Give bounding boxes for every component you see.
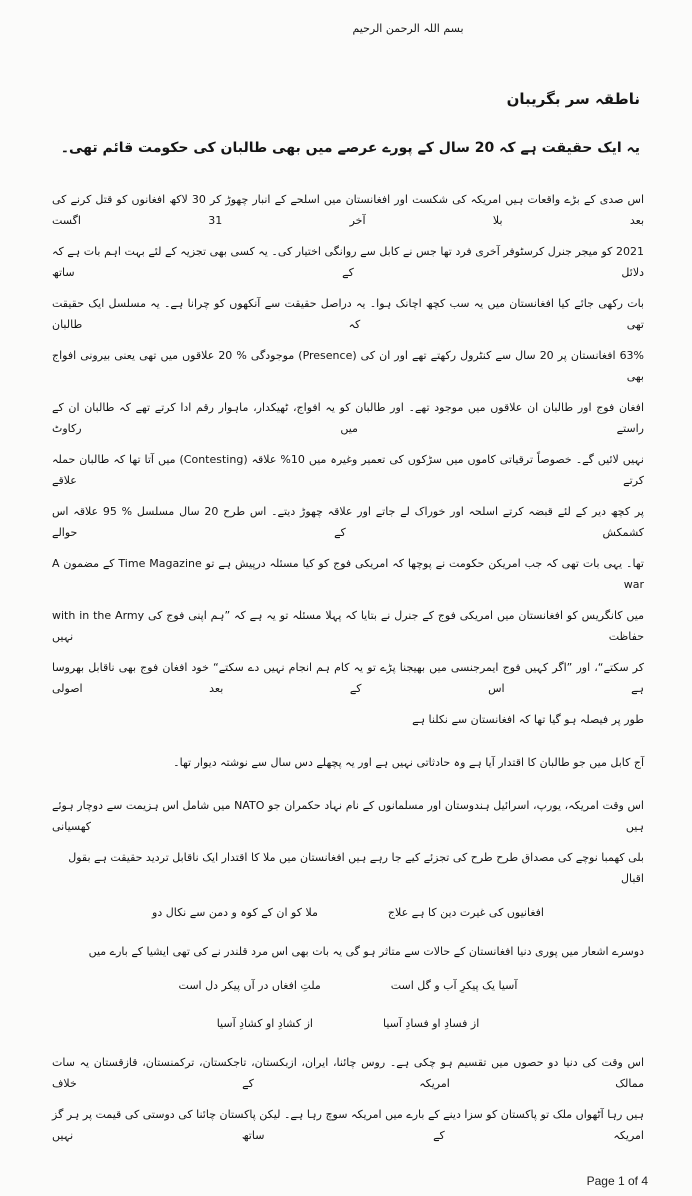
verse-hemistich-left: ملا کو ان کے کوہ و دمن سے نکال دو	[152, 906, 318, 919]
verse-hemistich-left: از کشادِ او کشادِ آسیا	[216, 1017, 313, 1030]
paragraph-line: اس وقت کی دنیا دو حصوں میں تقسیم ہو چکی ہے۔ روس چائنا، ایران، ازبکستان، تاجکستان، ترکمنستان، قازقستان یہ سات ممالک امریکہ کے خلاف	[52, 1056, 644, 1090]
paragraph-3	[52, 795, 644, 889]
paragraph-line: پر کچھ دیر کے لئے قبضہ کرتے اسلحہ اور خوراک لے جاتے اور علاقہ چھوڑ دیتے۔ اس طرح 20 سال مسلسل % 95 علاقہ اس کشمکش کے حوالے	[52, 505, 644, 539]
paragraph-line: with in the Army میں کانگریس کو افغانستان میں امریکی فوج کے جنرل نے بتایا کہ پہلا مسئلہ تو یہ ہے کہ ”ہم اپنی فوج کی حفاظت نہیں	[52, 609, 645, 643]
verse-3	[52, 1014, 644, 1034]
paragraph-line: کر سکتے“، اور ”اگر کہیں فوج ایمرجنسی میں بھیجنا پڑے تو یہ کام ہم انجام نہیں دے سکتے“ خود افغان فوج بھی ناقابل بھروسا ہے اس کے بعد اصولی	[52, 661, 644, 695]
verse-2	[52, 976, 644, 996]
verse-1	[52, 903, 644, 923]
paragraph-line: ہیں رہا آٹھواں ملک تو پاکستان کو سزا دینے کے بارے میں امریکہ سوچ رہا ہے۔ لیکن پاکستان چائنا کی دوستی کی قیمت پر ہر گز امریکہ کے ساتھ نہیں	[52, 1108, 644, 1142]
paragraph-2: آج کابل میں جو طالبان کا اقتدار آیا ہے وہ حادثاتی نہیں ہے اور یہ پچھلے دس سال سے نوشتہ دیوار تھا۔	[173, 756, 644, 769]
paragraph-line: 63% افغانستان پر 20 سال سے کنٹرول رکھتے تھے اور ان کی (Presence) موجودگی % 20 علاقوں میں تھی یعنی بیرونی افواج بھی	[52, 349, 645, 383]
document-subtitle: یہ ایک حقیقت ہے کہ 20 سال کے پورے عرصے میں بھی طالبان کی حکومت قائم تھی۔	[60, 140, 640, 156]
paragraph-line: بات رکھی جائے کیا افغانستان میں یہ سب کچھ اچانک ہوا۔ یہ دراصل حقیقت سے آنکھوں کو چرانا ہے۔ یہ مسلسل ایک حقیقت تھی کہ طالبان	[52, 297, 644, 331]
paragraph-line: طور پر فیصلہ ہو گیا تھا کہ افغانستان سے نکلنا ہے	[412, 713, 644, 726]
paragraph-4: دوسرے اشعار میں پوری دنیا افغانستان کے حالات سے متاثر ہو گی یہ بات بھی اس مرد قلندر نے کی تھی ایشیا کے بارے میں	[88, 945, 644, 958]
paragraph-line: اس وقت امریکہ، یورپ، اسرائیل ہندوستان اور مسلمانوں کے نام نہاد حکمران جو NATO میں شامل اس ہزیمت سے دوچار ہوئے ہیں کھسیانی	[52, 799, 644, 833]
verse-hemistich-right: افغانیوں کی غیرت دین کا ہے علاج	[387, 906, 544, 919]
verse-hemistich-right: آسیا یک پیکرِ آب و گل است	[390, 979, 518, 992]
paragraph-line: بلی کھمبا نوچے کی مصداق طرح طرح کی تجزئے کیے جا رہے ہیں افغانستان میں ملا کا اقتدار ایک ناقابل تردید حقیقت ہے بقول اقبال	[68, 851, 644, 885]
bismillah: بسم اللہ الرحمن الرحیم	[352, 22, 464, 35]
verse-hemistich-right: از فسادِ او فسادِ آسیا	[382, 1017, 480, 1030]
paragraph-line: نہیں لائیں گے۔ خصوصاً ترقیاتی کاموں میں سڑکوں کی تعمیر وغیرہ میں 10% علاقہ (Contesting) میں آتا تھا کہ طالبان حملہ کرتے علاقے	[52, 453, 644, 487]
paragraph-line: تھا۔ یہی بات تھی کہ جب امریکن حکومت نے پوچھا کہ امریکی فوج کو کیا مسئلہ درپیش ہے تو Time Magazine کے مضمون A war	[52, 557, 644, 591]
paragraph-line: افغان فوج اور طالبان ان علاقوں میں موجود تھے۔ اور طالبان کو یہ افواج، ٹھیکدار، ماہوار رقم ادا کرتے تھے کہ طالبان ان کے راستے میں رکاوٹ	[52, 401, 644, 435]
page-number: Page 1 of 4	[586, 1174, 648, 1188]
document-title: ناطقہ سر بگریبان	[506, 90, 640, 108]
paragraph-line: اس صدی کے بڑے واقعات ہیں امریکہ کی شکست اور افغانستان میں اسلحے کے انبار چھوڑ کر 30 لاکھ افغانوں کو قتل کرنے کی بعد بلا آخر 31 اگست	[52, 193, 645, 227]
paragraph-line: 2021 کو میجر جنرل کرسٹوفر آخری فرد تھا جس نے کابل سے روانگی اختیار کی۔ یہ کسی بھی تجزیہ کے لئے بہت اہم بات ہے کہ دلائل کے ساتھ	[52, 245, 644, 279]
paragraph-1	[52, 189, 644, 730]
verse-hemistich-left: ملتِ افغاں در آں پیکر دل است	[178, 979, 321, 992]
paragraph-5	[52, 1052, 644, 1146]
